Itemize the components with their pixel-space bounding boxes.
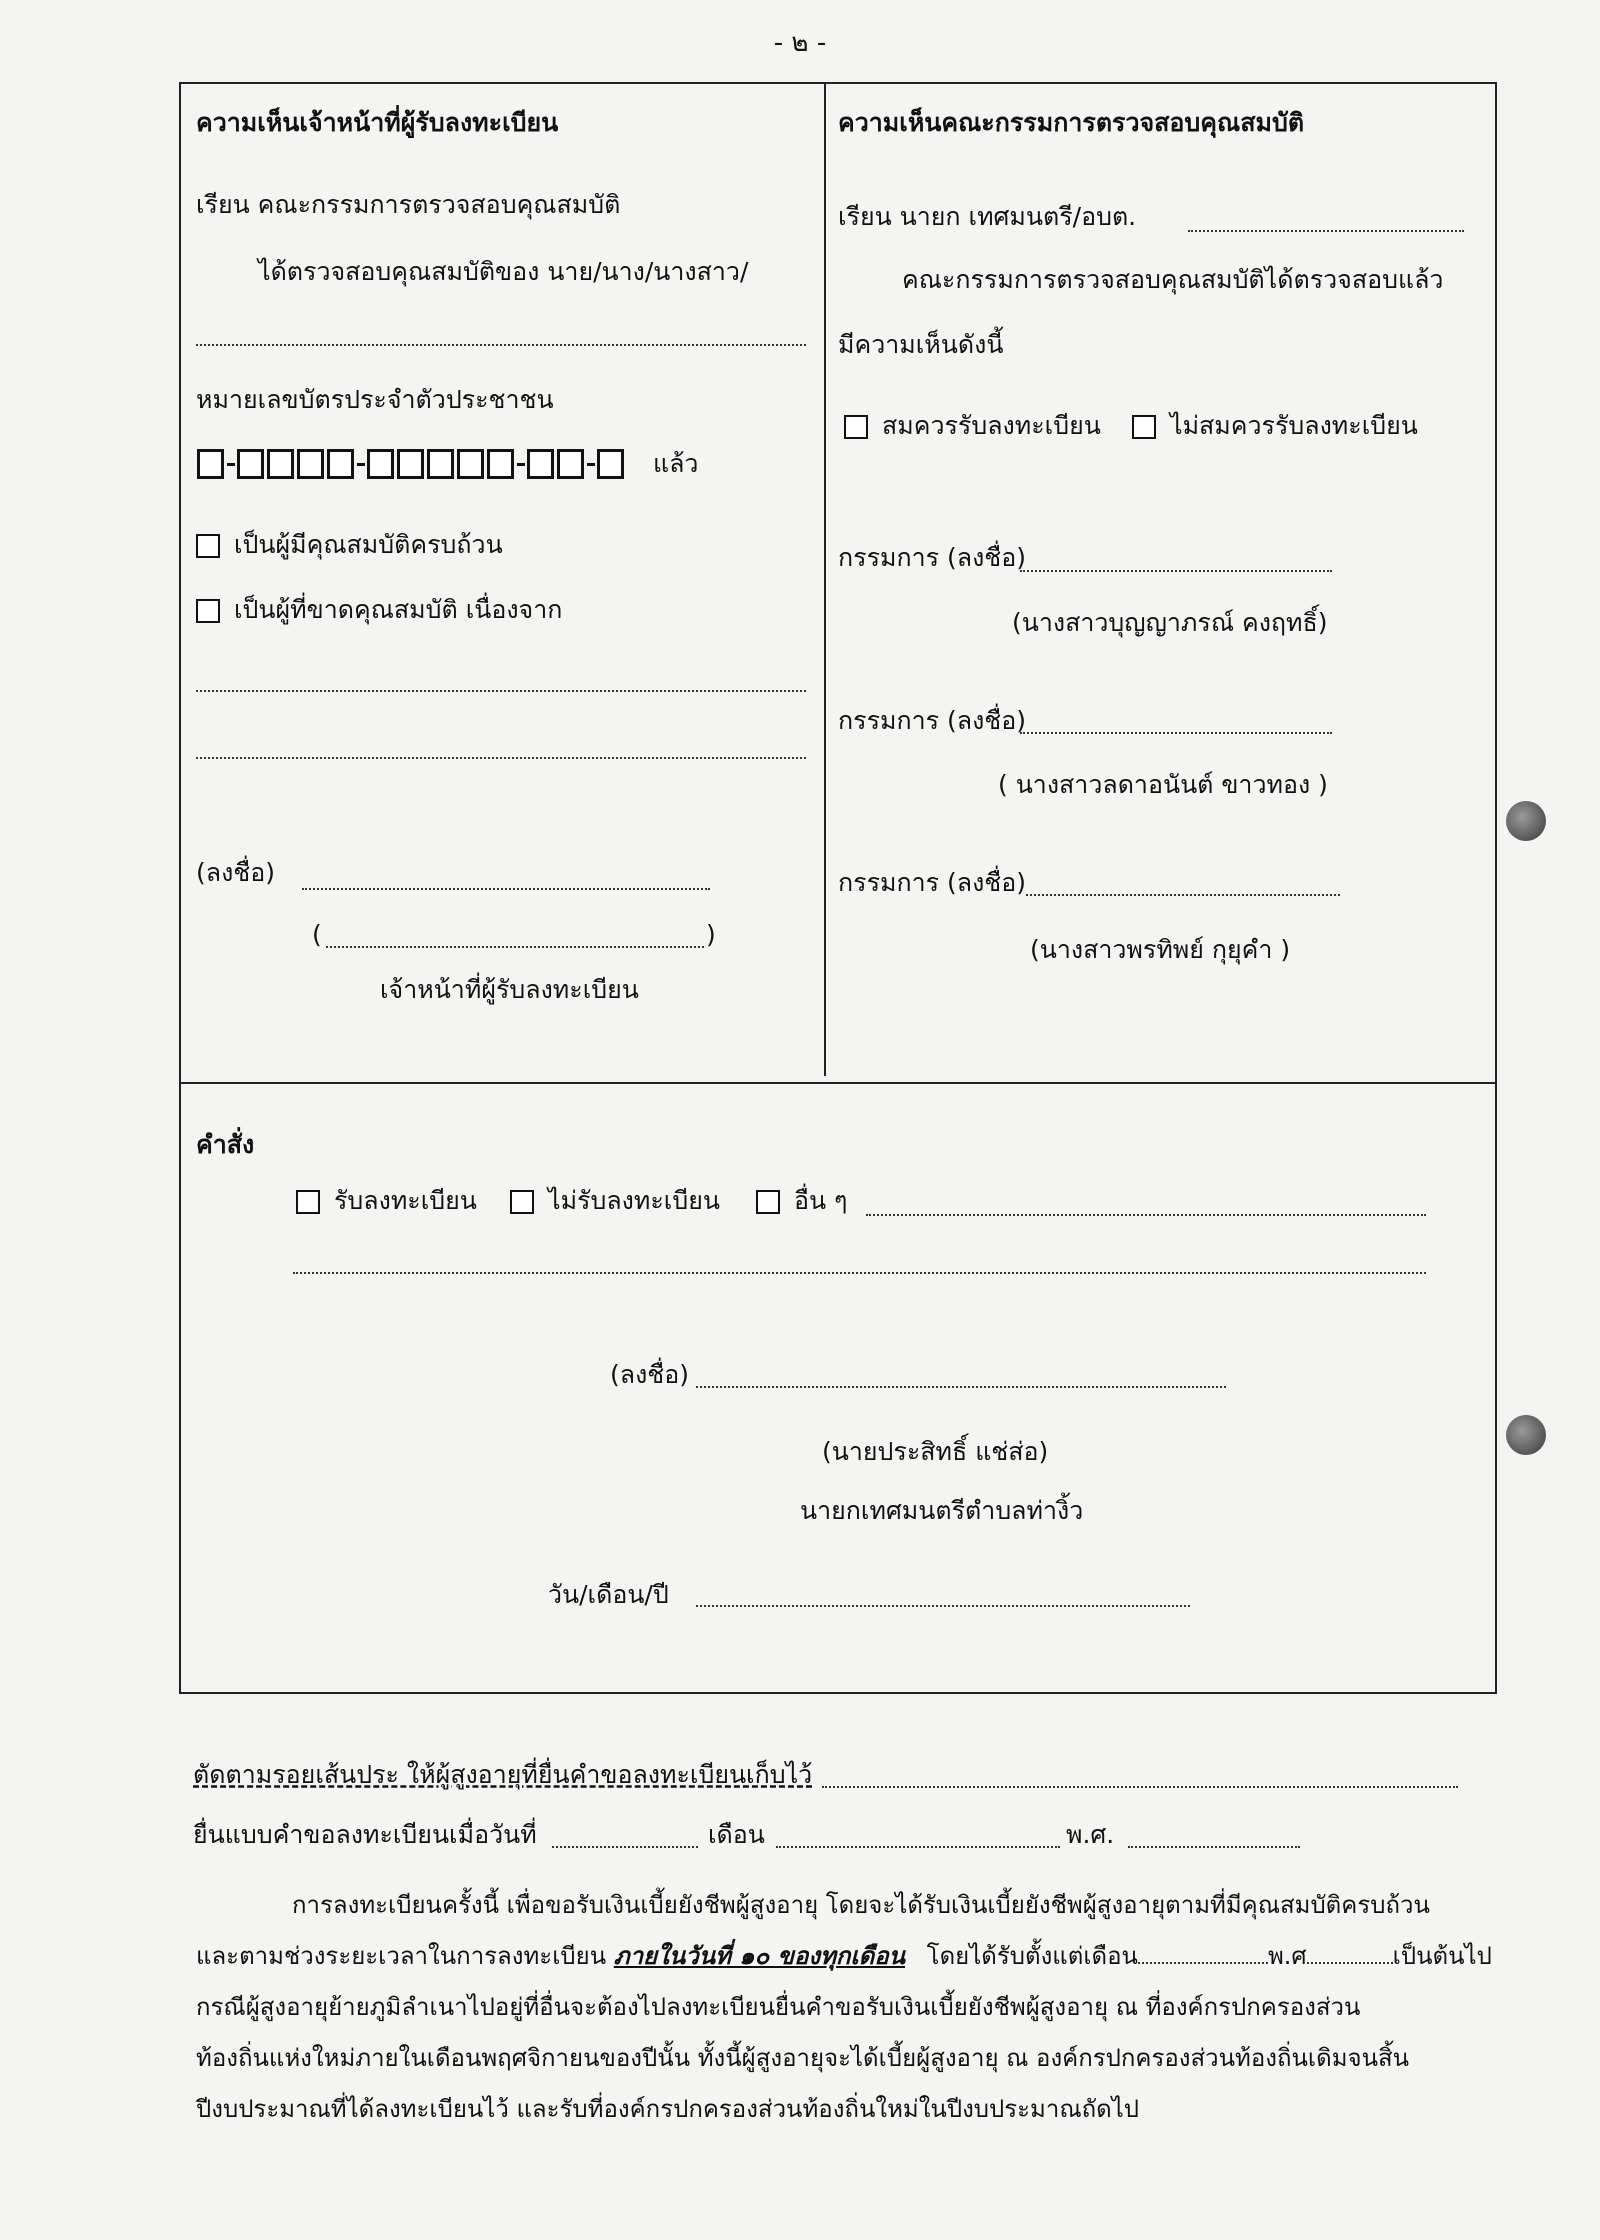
committee-2-name: ( นางสาวลดาอนันต์ ขาวทอง ) bbox=[998, 770, 1328, 799]
option-qualified-label: เป็นผู้มีคุณสมบัติครบถ้วน bbox=[234, 530, 503, 559]
order-option-other[interactable] bbox=[756, 1186, 847, 1216]
para-line-2-a: และตามช่วงระยะเวลาในการลงทะเบียน bbox=[196, 1942, 607, 1970]
committee-3-name: (นางสาวพรทิพย์ กุยุคำ ) bbox=[1030, 935, 1291, 964]
left-panel-title: ความเห็นเจ้าหน้าที่ผู้รับลงทะเบียน bbox=[196, 108, 559, 137]
checkbox-accept[interactable] bbox=[296, 1190, 320, 1214]
order-date-line[interactable] bbox=[696, 1605, 1190, 1607]
para-line-1-text: การลงทะเบียนครั้งนี้ เพื่อขอรับเงินเบี้ยยังชีพผู้สูงอายุ โดยจะได้รับเงินเบี้ยยังชีพผู้สูงอายุตามที่มีคุณสมบัติครบถ้วน bbox=[292, 1891, 1430, 1919]
right-panel-title: ความเห็นคณะกรรมการตรวจสอบคุณสมบัติ bbox=[838, 108, 1305, 137]
id-digit-box[interactable] bbox=[297, 449, 324, 479]
para-line-2-d: เป็นต้นไป bbox=[1392, 1942, 1492, 1970]
order-option-reject[interactable] bbox=[510, 1186, 720, 1216]
order-date-label: วัน/เดือน/ปี bbox=[548, 1580, 669, 1609]
checkbox-qualified[interactable] bbox=[196, 534, 220, 558]
column-divider bbox=[824, 82, 826, 1076]
right-line-1: คณะกรรมการตรวจสอบคุณสมบัติได้ตรวจสอบแล้ว bbox=[902, 265, 1444, 294]
other-reason-line-1[interactable] bbox=[866, 1214, 1426, 1216]
order-box bbox=[179, 1082, 1497, 1694]
para-line-2-b: โดยได้รับตั้งแต่เดือน bbox=[926, 1942, 1138, 1970]
id-digit-box[interactable] bbox=[487, 449, 514, 479]
checkbox-reject[interactable] bbox=[1132, 415, 1156, 439]
other-reason-line-2[interactable] bbox=[293, 1272, 1426, 1274]
id-dash bbox=[357, 463, 365, 466]
officer-title: เจ้าหน้าที่ผู้รับลงทะเบียน bbox=[380, 975, 639, 1004]
checkbox-order-reject[interactable] bbox=[510, 1190, 534, 1214]
committee-3-sign-line[interactable] bbox=[1026, 894, 1340, 896]
order-title: คำสั่ง bbox=[196, 1130, 255, 1159]
para-line-2-c: พ.ศ bbox=[1267, 1942, 1307, 1970]
id-dash bbox=[517, 463, 525, 466]
committee-2-sign-line[interactable] bbox=[1020, 732, 1332, 734]
submit-year-line[interactable] bbox=[1128, 1846, 1300, 1848]
id-digit-box[interactable] bbox=[457, 449, 484, 479]
submit-month-label: เดือน bbox=[708, 1820, 765, 1849]
id-digit-box[interactable] bbox=[527, 449, 554, 479]
punch-hole bbox=[1506, 1415, 1546, 1455]
id-digit-box[interactable] bbox=[267, 449, 294, 479]
punch-hole bbox=[1506, 801, 1546, 841]
order-sign-label: (ลงชื่อ) bbox=[610, 1360, 690, 1389]
id-digit-box[interactable] bbox=[427, 449, 454, 479]
submit-day-line[interactable] bbox=[552, 1846, 698, 1848]
start-month-line[interactable] bbox=[1138, 1962, 1268, 1964]
option-unqualified-label: เป็นผู้ที่ขาดคุณสมบัติ เนื่องจาก bbox=[234, 595, 563, 624]
cut-line-text: ตัดตามรอยเส้นประ ให้ผู้สูงอายุที่ยื่นคำขอลงทะเบียนเก็บไว้ bbox=[193, 1760, 813, 1789]
checkbox-approve[interactable] bbox=[844, 415, 868, 439]
option-qualified[interactable] bbox=[196, 530, 503, 560]
committee-3-sign-label: กรรมการ (ลงชื่อ) bbox=[838, 868, 1027, 897]
id-digit-box[interactable] bbox=[367, 449, 394, 479]
para-line-2-emphasis: ภายในวันที่ ๑๐ ของทุกเดือน bbox=[613, 1942, 906, 1970]
id-digit-box[interactable] bbox=[557, 449, 584, 479]
checkbox-other[interactable] bbox=[756, 1190, 780, 1214]
id-label: หมายเลขบัตรประจำตัวประชาชน bbox=[196, 385, 554, 414]
id-dash bbox=[227, 463, 235, 466]
id-digit-box[interactable] bbox=[597, 449, 624, 479]
left-name-line[interactable] bbox=[326, 946, 704, 948]
mayor-name-line[interactable] bbox=[1188, 230, 1464, 232]
option-reject[interactable] bbox=[1132, 411, 1418, 441]
order-option-accept-label: รับลงทะเบียน bbox=[334, 1186, 477, 1215]
order-option-accept[interactable] bbox=[296, 1186, 477, 1216]
option-unqualified[interactable] bbox=[196, 595, 562, 625]
info-para-line-2 bbox=[196, 1931, 1492, 1982]
id-digit-box[interactable] bbox=[327, 449, 354, 479]
left-paren-open: ( bbox=[312, 920, 322, 949]
order-signer-title: นายกเทศมนตรีตำบลท่างิ้ว bbox=[800, 1496, 1084, 1525]
order-sign-line[interactable] bbox=[696, 1386, 1226, 1388]
info-para-line-1 bbox=[196, 1880, 1486, 1931]
start-year-line[interactable] bbox=[1307, 1962, 1393, 1964]
info-para-line-5: ปีงบประมาณที่ได้ลงทะเบียนไว้ และรับที่องค์กรปกครองส่วนท้องถิ่นใหม่ในปีงบประมาณถัดไป bbox=[196, 2095, 1140, 2123]
committee-1-name: (นางสาวบุญญาภรณ์ คงฤทธิ์) bbox=[1012, 608, 1328, 637]
right-line-2: มีความเห็นดังนี้ bbox=[838, 330, 1004, 359]
id-number-boxes[interactable] bbox=[197, 444, 698, 484]
page-number: - ๒ - bbox=[773, 28, 827, 58]
info-para-line-4: ท้องถิ่นแห่งใหม่ภายในเดือนพฤศจิกายนของปีนั้น ทั้งนี้ผู้สูงอายุจะได้เบี้ยผู้สูงอายุ ณ องค์กรปกครองส่วนท้องถิ่นเดิมจนสิ้น bbox=[196, 2044, 1410, 2072]
submit-date-label: ยื่นแบบคำขอลงทะเบียนเมื่อวันที่ bbox=[193, 1820, 537, 1849]
cut-line-dots bbox=[822, 1786, 1458, 1788]
order-option-reject-label: ไม่รับลงทะเบียน bbox=[548, 1186, 720, 1215]
reason-line-2[interactable] bbox=[196, 757, 806, 759]
id-digit-box[interactable] bbox=[397, 449, 424, 479]
option-approve-label: สมควรรับลงทะเบียน bbox=[882, 411, 1101, 440]
right-salutation: เรียน นายก เทศมนตรี/อบต. bbox=[838, 202, 1137, 231]
committee-2-sign-label: กรรมการ (ลงชื่อ) bbox=[838, 706, 1027, 735]
id-digit-box[interactable] bbox=[237, 449, 264, 479]
option-reject-label: ไม่สมควรรับลงทะเบียน bbox=[1170, 411, 1418, 440]
id-digit-box[interactable] bbox=[197, 449, 224, 479]
left-sign-label: (ลงชื่อ) bbox=[196, 858, 276, 887]
left-paren-close: ) bbox=[706, 920, 716, 949]
id-dash bbox=[587, 463, 595, 466]
committee-1-sign-line[interactable] bbox=[1020, 570, 1332, 572]
id-suffix: แล้ว bbox=[653, 449, 699, 478]
submit-month-line[interactable] bbox=[776, 1846, 1060, 1848]
opinion-box bbox=[179, 82, 1497, 1084]
left-salutation: เรียน คณะกรรมการตรวจสอบคุณสมบัติ bbox=[196, 190, 621, 219]
option-approve[interactable] bbox=[844, 411, 1101, 441]
left-sign-line[interactable] bbox=[302, 888, 710, 890]
left-checked-line: ได้ตรวจสอบคุณสมบัติของ นาย/นาง/นางสาว/ bbox=[258, 257, 749, 286]
applicant-name-line[interactable] bbox=[196, 344, 806, 346]
order-option-other-label: อื่น ๆ bbox=[794, 1186, 848, 1215]
order-signer-name: (นายประสิทธิ์ แช่ส่อ) bbox=[822, 1437, 1049, 1466]
submit-year-label: พ.ศ. bbox=[1066, 1820, 1115, 1849]
checkbox-unqualified[interactable] bbox=[196, 599, 220, 623]
reason-line-1[interactable] bbox=[196, 690, 806, 692]
info-para-line-3: กรณีผู้สูงอายุย้ายภูมิลำเนาไปอยู่ที่อื่นจะต้องไปลงทะเบียนยื่นคำขอรับเงินเบี้ยยังชีพผู้สูงอายุ ณ ที่องค์กรปกครองส่วน bbox=[196, 1993, 1361, 2021]
committee-1-sign-label: กรรมการ (ลงชื่อ) bbox=[838, 543, 1027, 572]
